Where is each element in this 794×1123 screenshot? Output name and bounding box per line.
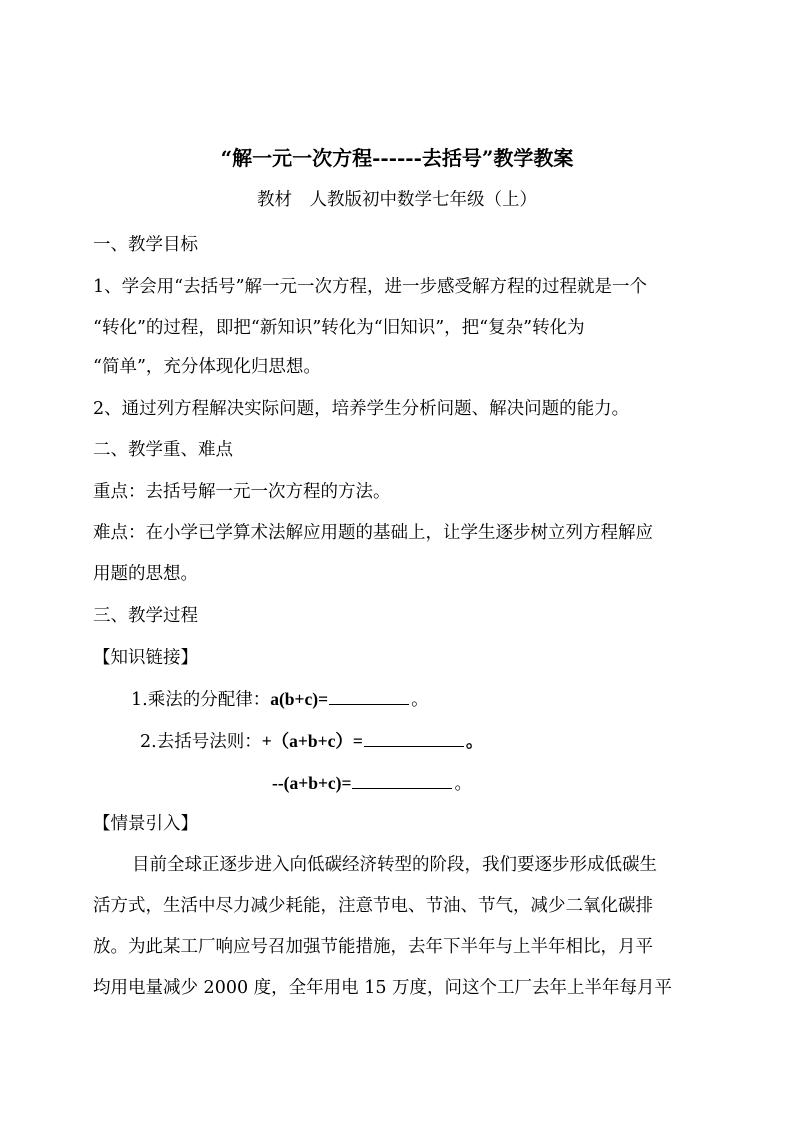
difficulty-line-2: 用题的思想。 [93, 564, 198, 584]
question-2-end: 。 [465, 731, 484, 751]
section-heading-objectives: 一、教学目标 [93, 235, 198, 255]
knowledge-link-heading: 【知识链接】 [93, 648, 198, 668]
document-title: “解一元一次方程------去括号”教学教案 [220, 146, 574, 170]
question-2-expression: +（a+b+c）= [261, 731, 363, 751]
question-3-answer-blank[interactable] [352, 771, 452, 789]
section-heading-key-points: 二、教学重、难点 [93, 440, 233, 460]
document-subtitle: 教材 人教版初中数学七年级（上） [257, 190, 537, 210]
question-1 [131, 687, 429, 712]
question-1-answer-blank[interactable] [329, 687, 409, 705]
question-3 [272, 771, 472, 796]
scene-paragraph-line-1: 目前全球正逐步进入向低碳经济转型的阶段，我们要逐步形成低碳生 [132, 855, 657, 875]
question-1-end: 。 [411, 690, 429, 710]
question-1-expression: a(b+c)= [270, 689, 329, 709]
objective-1-line-2: “转化”的过程，即把“新知识”转化为“旧知识”，把“复杂”转化为 [93, 318, 585, 338]
question-3-expression: --(a+b+c)= [272, 773, 352, 793]
objective-2: 2、通过列方程解决实际问题，培养学生分析问题、解决问题的能力。 [93, 399, 630, 419]
scene-paragraph-line-2: 活方式，生活中尽力减少耗能，注意节电、节油、节气，减少二氧化碳排 [93, 896, 653, 916]
objective-1-line-3: “简单”，充分体现化归思想。 [93, 357, 321, 377]
key-point: 重点：去括号解一元一次方程的方法。 [93, 482, 391, 502]
question-2-label: 2.去括号法则： [140, 732, 262, 752]
scene-intro-heading: 【情景引入】 [93, 814, 198, 834]
scene-paragraph-line-3: 放。为此某工厂响应号召加强节能措施，去年下半年与上半年相比，月平 [93, 937, 653, 957]
difficulty-line-1: 难点：在小学已学算术法解应用题的基础上，让学生逐步树立列方程解应 [93, 523, 653, 543]
question-2 [140, 729, 483, 754]
scene-paragraph-line-4: 均用电量减少 2000 度，全年用电 15 万度，问这个工厂去年上半年每月平 [93, 978, 673, 998]
objective-1-line-1: 1、学会用“去括号”解一元一次方程，进一步感受解方程的过程就是一个 [93, 277, 648, 297]
question-2-answer-blank[interactable] [364, 729, 464, 747]
question-1-label: 1.乘法的分配律： [131, 690, 271, 710]
section-heading-process: 三、教学过程 [93, 606, 198, 626]
question-3-end: 。 [454, 774, 472, 794]
